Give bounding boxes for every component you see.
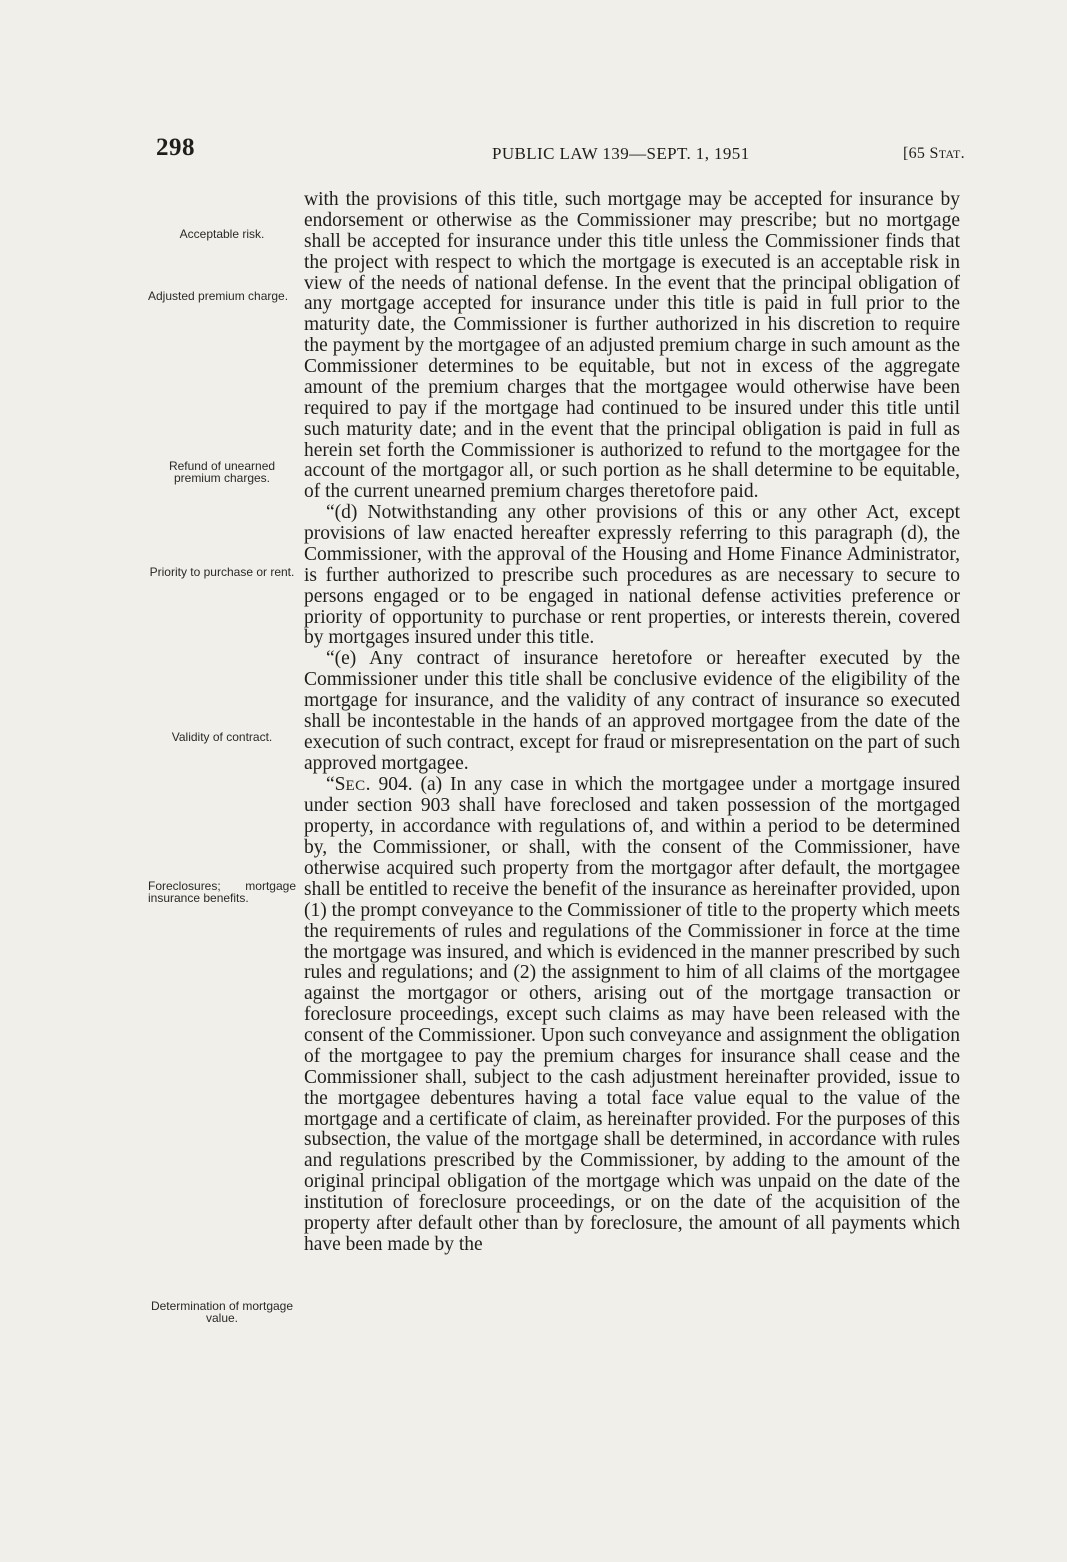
margin-note-determination: Determination of mortgage value. [150,1299,294,1325]
paragraph-e: “(e) Any contract of insurance heretofore or hereafter executed by the Commissioner under this title shall be conclusive evidence of the eligibility of the mortgage for insurance, and the validity of any contract of insurance so executed shall be incontestable in the hands of an approved mortgagee from the date of the execution of such contract, except for fraud or misrepresentation on the part of such approved mortgagee. [304,648,960,774]
margin-note-priority: Priority to purchase or rent. [149,565,295,579]
page-number: 298 [156,134,195,161]
margin-note-acceptable-risk: Acceptable risk. [179,227,265,241]
sec-open: “S [326,773,346,795]
margin-note-validity: Validity of contract. [171,730,273,744]
sec-904-text: . 904. (a) In any case in which the mortgagee under a mortgage insured under section 903 shall have foreclosed and taken possession of the mortgaged property, in accordance with regulations of, and within a period to be determined by, the Commissioner, or shall, with the consent of the Commissioner, have otherwise acquired such property from the mortgagor after default, the mortgagee shall be entitled to receive the benefit of the insurance as hereinafter provided, upon (1) the prompt conveyance to the Commissioner of title to the property which meets the requirements of rules and regulations of the Commissioner in force at the time the mortgage was insured, and which is evidenced in the manner prescribed by such rules and regulations; and (2) the assignment to him of all claims of the mortgagee against the mortgagor or others, arising out of the mortgage transaction or foreclosure proceedings, except such claims as may have been released with the consent of the Commissioner. Upon such conveyance and assignment the obligation of the mortgagee to pay the premium charges for insurance shall cease and the Commissioner shall, subject to the cash adjustment hereinafter provided, issue to the mortgagee debentures having a total face value equal to the value of the mortgage and a certificate of claim, as hereinafter provided. For the purposes of this subsection, the value of the mortgage shall be determined, in accordance with rules and regulations prescribed by the Commissioner, by adding to the amount of the original principal obligation of the mortgage which was unpaid on the date of the institution of foreclosure proceedings, or on the date of the acquisition of the property after default other than by foreclosure, the amount of all payments which have been made by the [304,773,960,1255]
stat-ref-smallcaps: TAT [938,147,961,161]
paragraph-continuation: with the provisions of this title, such mortgage may be accepted for insurance by endorsement or otherwise as the Commissioner may prescribe; but no mortgage shall be accepted for insurance under this title unless the Commissioner finds that the project with respect to which the mortgage is executed is an acceptable risk in view of the needs of national defense. In the event that the principal obligation of any mortgage accepted for insurance under this title is paid in full prior to the maturity date, the Commissioner is further authorized in his discretion to require the payment by the mortgagee of an adjusted premium charge in such amount as the Commissioner determines to be equitable, but not in excess of the aggregate amount of the premium charges that the mortgagee would otherwise have been required to pay if the mortgage had continued to be insured under this title until such maturity date; and in the event that the principal obligation is paid in full as herein set forth the Commissioner is authorized to refund to the mortgagee for the account of the mortgagor all, or such portion as he shall determine to be equitable, of the current unearned premium charges theretofore paid. [304,189,960,503]
stat-ref-prefix: [65 S [903,145,939,162]
margin-note-refund: Refund of unearned premium charges. [168,459,276,485]
paragraph-d: “(d) Notwithstanding any other provisions of this or any other Act, except provisions of law enacted hereafter expressly referring to this paragraph (d), the Commissioner, with the approval of the Housing and Home Finance Administrator, is further authorized to prescribe such procedures as are necessary to secure to persons engaged or to be engaged in national defense activities preference or priority of opportunity to purchase or rent properties, or interests therein, covered by mortgages insured under this title. [304,502,960,649]
margin-note-adjusted-premium: Adjusted premium charge. [148,289,289,303]
sec-smallcaps: EC [345,777,366,794]
margin-note-foreclosures: Foreclosures; mortgage insurance benefits. [148,879,296,905]
statute-reference [903,145,965,163]
paragraph-sec-904 [304,775,960,1256]
running-head: PUBLIC LAW 139—SEPT. 1, 1951 [492,144,750,163]
body-text [304,190,960,1256]
stat-ref-suffix: . [960,145,965,162]
